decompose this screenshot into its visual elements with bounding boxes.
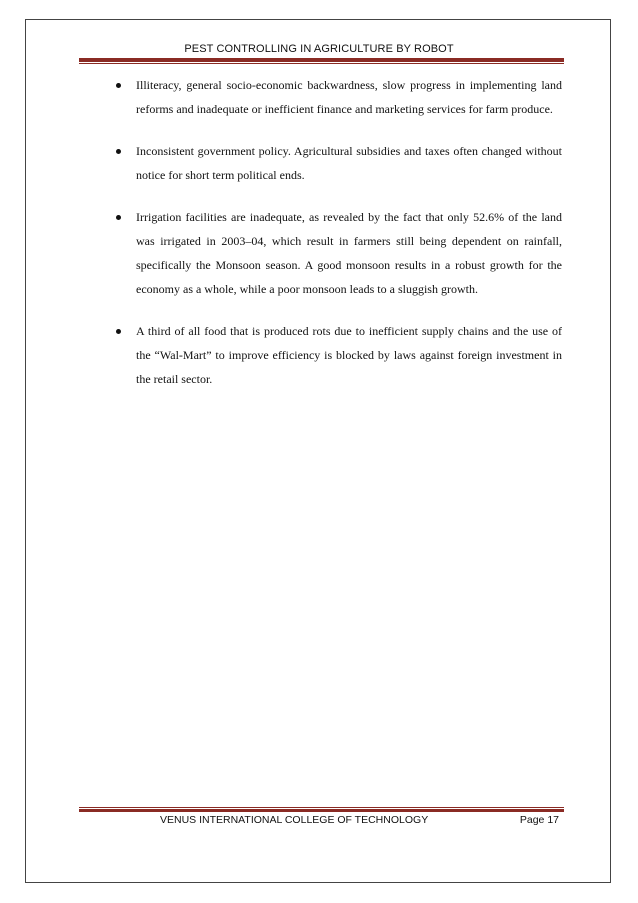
footer-page-number: Page 17 [519, 814, 559, 826]
bullet-icon [116, 329, 121, 334]
header-rule [79, 58, 564, 62]
bullet-icon [116, 149, 121, 154]
bullet-list [94, 73, 562, 409]
bullet-icon [116, 83, 121, 88]
bullet-item [94, 73, 562, 121]
bullet-item [94, 139, 562, 187]
bullet-icon [116, 215, 121, 220]
page-header-title: PEST CONTROLLING IN AGRICULTURE BY ROBOT [184, 43, 454, 55]
bullet-text: Irrigation facilities are inadequate, as revealed by the fact that only 52.6% of the land was irrigated in 2003–04, which result in farmers still being dependent on rainfall, specifically the Monsoon season. A good monsoon results in a robust growth for the economy as a whole, while a poor monsoon leads to a sluggish growth. [136, 210, 562, 296]
footer-college-name: VENUS INTERNATIONAL COLLEGE OF TECHNOLOGY [160, 814, 429, 826]
bullet-text: A third of all food that is produced rots due to inefficient supply chains and the use of the “Wal-Mart” to improve efficiency is blocked by laws against foreign investment in the retail sector. [136, 324, 562, 386]
bullet-text: Inconsistent government policy. Agricultural subsidies and taxes often changed without notice for short term political ends. [136, 144, 562, 182]
bullet-item [94, 319, 562, 391]
bullet-text: Illiteracy, general socio-economic backwardness, slow progress in implementing land reforms and inadequate or inefficient finance and marketing services for farm produce. [136, 78, 562, 116]
bullet-item [94, 205, 562, 301]
footer-rule [79, 807, 564, 808]
